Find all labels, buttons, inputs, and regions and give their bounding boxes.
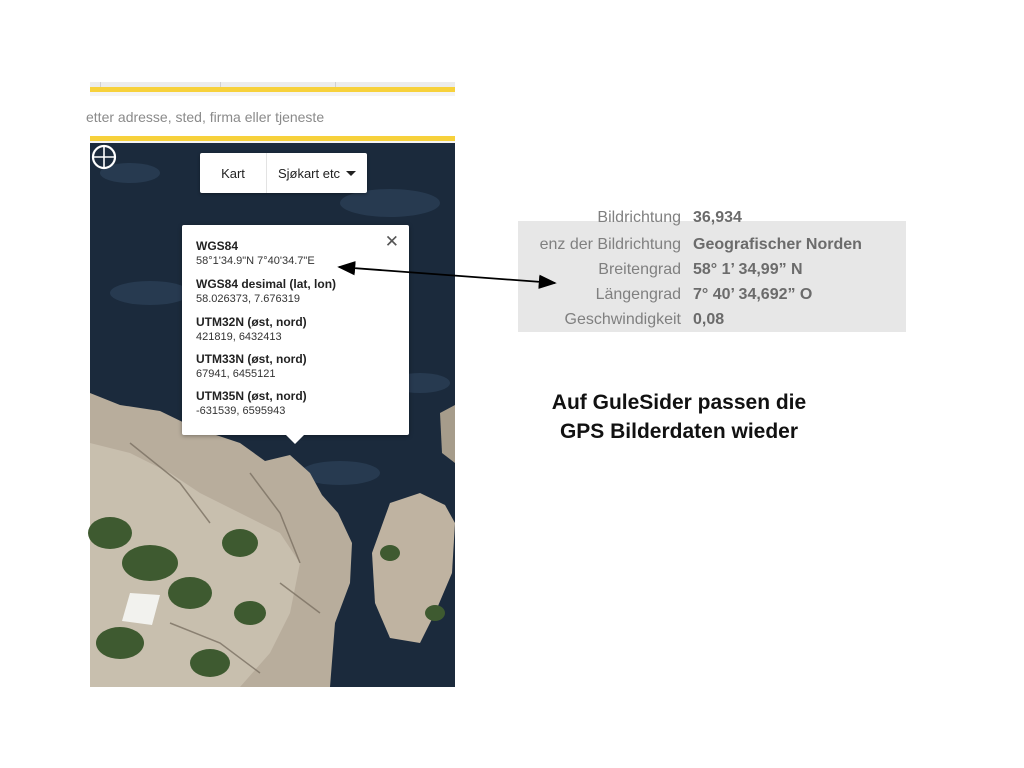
metadata-label: Bildrichtung	[597, 209, 681, 226]
metadata-label: enz der Bildrichtung	[539, 236, 681, 253]
coord-heading: WGS84 desimal (lat, lon)	[196, 277, 337, 291]
search-input[interactable]	[84, 104, 448, 130]
slide-caption	[520, 388, 838, 446]
kart-label: Kart	[221, 165, 245, 181]
metadata-value: Geografischer Norden	[693, 236, 862, 253]
coord-heading: WGS84	[196, 239, 239, 253]
coord-entry-wgs84-decimal	[196, 276, 336, 307]
caption-line-2: GPS Bilderdaten wieder	[559, 420, 799, 443]
metadata-value: 58° 1’ 34,99” N	[693, 261, 803, 278]
coord-value: 58.026373, 7.676319	[196, 293, 300, 305]
metadata-label: Längengrad	[595, 286, 681, 303]
sjokart-label: Sjøkart etc	[277, 165, 341, 181]
coord-value: 421819, 6432413	[196, 331, 282, 343]
coord-entry-utm33n	[196, 351, 307, 382]
metadata-value: 36,934	[693, 209, 742, 226]
coord-entry-wgs84	[196, 238, 315, 269]
crosshair-icon[interactable]	[90, 143, 118, 171]
caption-line-1: Auf GuleSider passen die	[551, 391, 807, 414]
photo-metadata-panel	[518, 209, 906, 332]
coord-heading: UTM33N (øst, nord)	[196, 352, 307, 366]
metadata-label: Geschwindigkeit	[564, 311, 681, 328]
metadata-row	[518, 311, 906, 336]
caret-down-icon	[346, 171, 356, 176]
search-bar	[90, 96, 455, 136]
map-type-toggle	[200, 153, 367, 193]
metadata-row	[518, 209, 906, 234]
coord-value: 58°1'34.9"N 7°40'34.7"E	[196, 255, 315, 267]
coord-heading: UTM35N (øst, nord)	[196, 389, 307, 403]
coord-heading: UTM32N (øst, nord)	[196, 315, 307, 329]
metadata-value: 0,08	[693, 311, 725, 328]
metadata-row	[518, 236, 906, 261]
coord-entry-utm35n	[196, 388, 307, 419]
brand-stripe-bottom	[90, 136, 455, 141]
metadata-label: Breitengrad	[598, 261, 681, 278]
coord-value: 67941, 6455121	[196, 368, 276, 380]
coordinates-popup	[182, 225, 409, 435]
coord-value: -631539, 6595943	[196, 405, 286, 417]
coord-entry-utm32n	[196, 314, 307, 345]
gulesider-screenshot	[90, 82, 455, 687]
metadata-row	[518, 286, 906, 311]
satellite-map[interactable]	[90, 143, 455, 687]
brand-stripe-top	[90, 87, 455, 92]
map-type-kart-button[interactable]	[200, 153, 267, 193]
close-icon[interactable]: ✕	[384, 232, 399, 251]
metadata-row	[518, 261, 906, 286]
map-type-sjokart-dropdown[interactable]	[267, 153, 367, 193]
metadata-value: 7° 40’ 34,692” O	[693, 286, 813, 303]
